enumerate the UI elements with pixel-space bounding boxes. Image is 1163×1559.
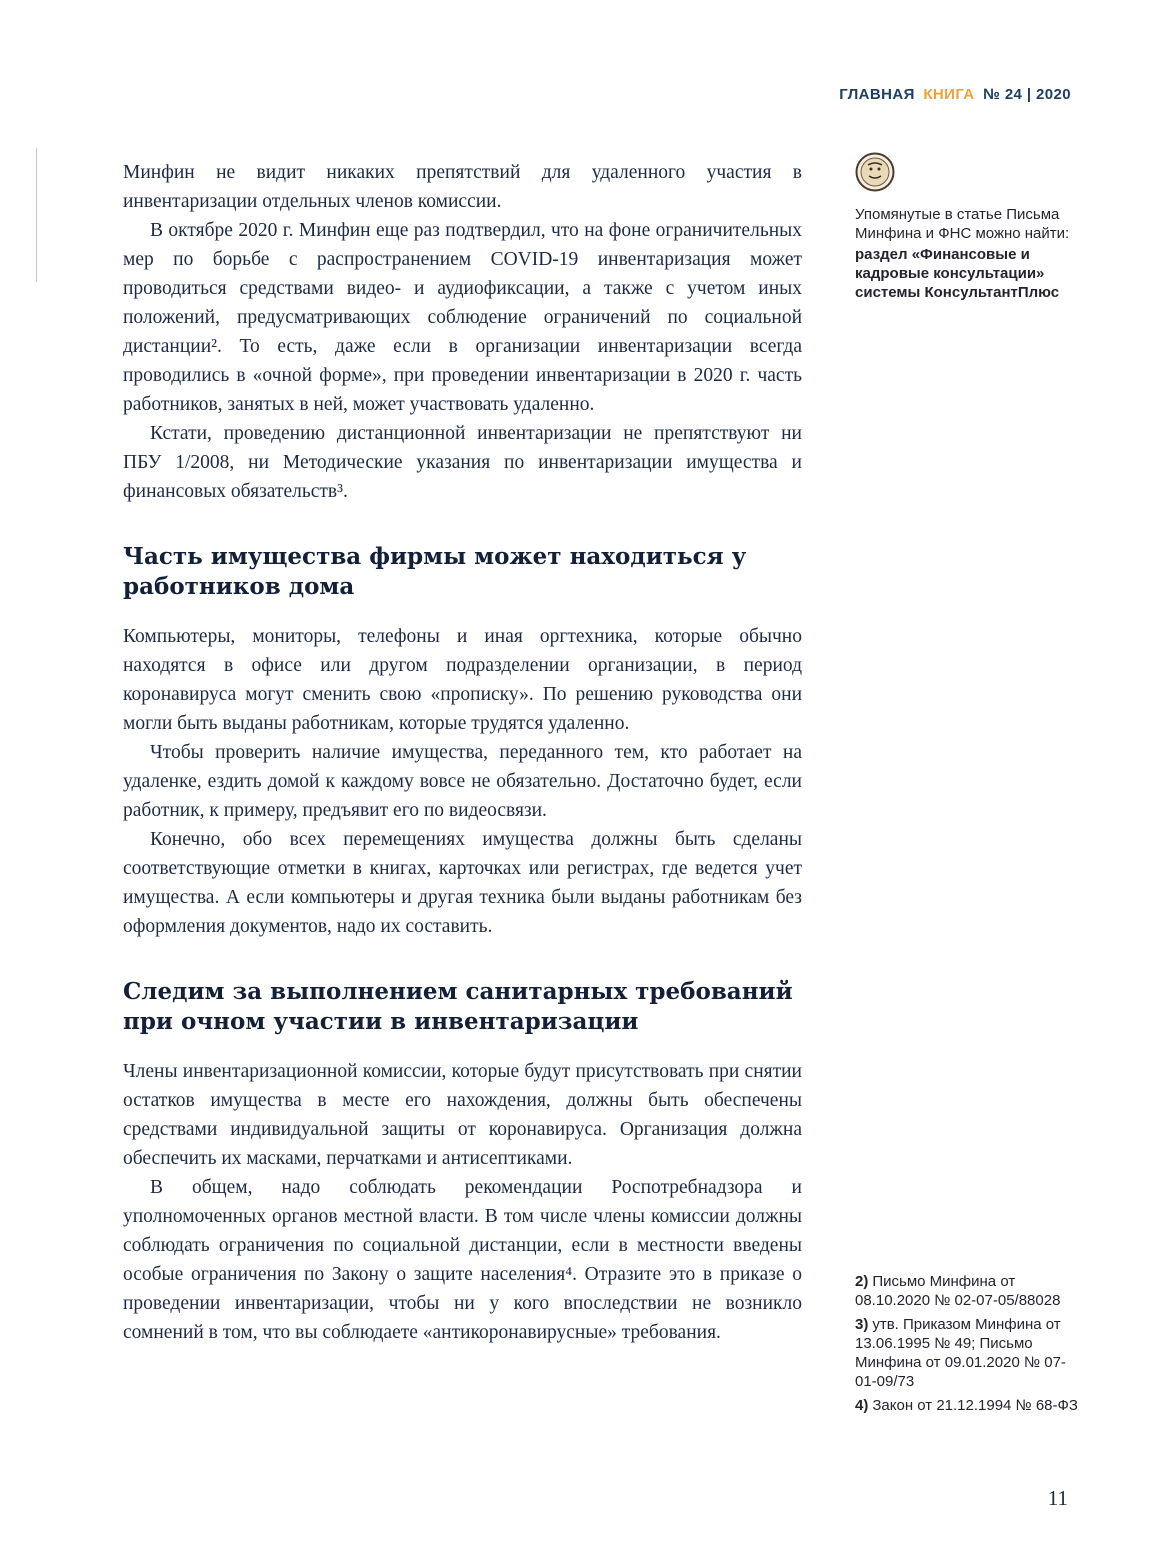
paragraph: Чтобы проверить наличие имущества, переданного тем, кто работает на удаленке, ездить домой к каждому вовсе не обязательно. Достаточно будет, если работник, к примеру, предъявит его по видеосвязи.	[123, 742, 802, 821]
paragraph: Кстати, проведению дистанционной инвентаризации не препятствуют ни ПБУ 1/2008, ни Методические указания по инвентаризации имущества и финансовых обязательств³.	[123, 423, 802, 502]
footnote-marker: 4)	[855, 1397, 869, 1414]
section-heading-property-at-home: Часть имущества фирмы может находиться у работников дома	[123, 543, 747, 600]
footnote	[855, 1315, 1087, 1391]
sidebar-note-reference: раздел «Финансовые и кадровые консультации» системы КонсультантПлюс	[855, 246, 1060, 301]
sidebar-note-text: Упомянутые в статье Письма Минфина и ФНС можно найти:	[855, 206, 1070, 242]
issue-number: № 24 | 2020	[983, 86, 1071, 103]
article-body	[123, 158, 802, 1347]
footnote	[855, 1396, 1087, 1415]
footnote-marker: 3)	[855, 1316, 869, 1333]
footnote-text: утв. Приказом Минфина от 13.06.1995 № 49; Письмо Минфина от 09.01.2020 № 07-01-09/73	[855, 1316, 1066, 1390]
footnote	[855, 1272, 1087, 1310]
footnote-text: Письмо Минфина от 08.10.2020 № 02-07-05/88028	[855, 1273, 1061, 1309]
page-number: 11	[1047, 1486, 1068, 1510]
paragraph: Конечно, обо всех перемещениях имущества должны быть сделаны соответствующие отметки в книгах, карточках или регистрах, где ведется учет имущества. А если компьютеры и другая техника были выданы работникам без оформления документов, надо их составить.	[123, 829, 802, 937]
paragraph: Члены инвентаризационной комиссии, которые будут присутствовать при снятии остатков имущества в месте его нахождения, должны быть обеспечены средствами индивидуальной защиты от коронавируса. Организация должна обеспечить их масками, перчатками и антисептиками.	[123, 1061, 802, 1169]
footnote-marker: 2)	[855, 1273, 869, 1290]
paragraph: В октябре 2020 г. Минфин еще раз подтвердил, что на фоне ограничительных мер по борьбе с распространением COVID-19 инвентаризация может проводиться средствами видео- и аудиофиксации, а также с учетом иных положений, предусматривающих соблюдение ограничений по социальной дистанции². То есть, даже если в организации инвентаризации всегда проводились в «очной форме», при проведении инвентаризации в 2020 г. часть работников, занятых в ней, может участвовать удаленно.	[123, 220, 802, 415]
paragraph: Минфин не видит никаких препятствий для удаленного участия в инвентаризации отдельных членов комиссии.	[123, 162, 802, 212]
footnote-text: Закон от 21.12.1994 № 68-ФЗ	[872, 1397, 1078, 1414]
brand-glavnaya: ГЛАВНАЯ	[839, 86, 915, 103]
magazine-header	[0, 86, 1071, 103]
paragraph: Компьютеры, мониторы, телефоны и иная оргтехника, которые обычно находятся в офисе или другом подразделении организации, в период коронавируса могут сменить свою «прописку». По решению руководства они могли быть выданы работникам, которые трудятся удаленно.	[123, 626, 802, 734]
sidebar-note	[855, 152, 1077, 302]
left-margin-rule	[36, 148, 37, 282]
section-heading-sanitary-requirements: Следим за выполнением санитарных требований при очном участии в инвентаризации	[123, 978, 793, 1035]
paragraph: В общем, надо соблюдать рекомендации Роспотребнадзора и уполномоченных органов местной власти. В том числе члены комиссии должны соблюдать ограничения по социальной дистанции, если в местности введены особые ограничения по Закону о защите населения⁴. Отразите это в приказе о проведении инвентаризации, чтобы ни у кого впоследствии не возникло сомнений в том, что вы соблюдаете «антикоронавирусные» требования.	[123, 1177, 802, 1343]
brand-kniga: КНИГА	[923, 86, 975, 103]
article-reference-stamp-icon	[855, 152, 1077, 197]
footnotes-block	[855, 1272, 1087, 1420]
